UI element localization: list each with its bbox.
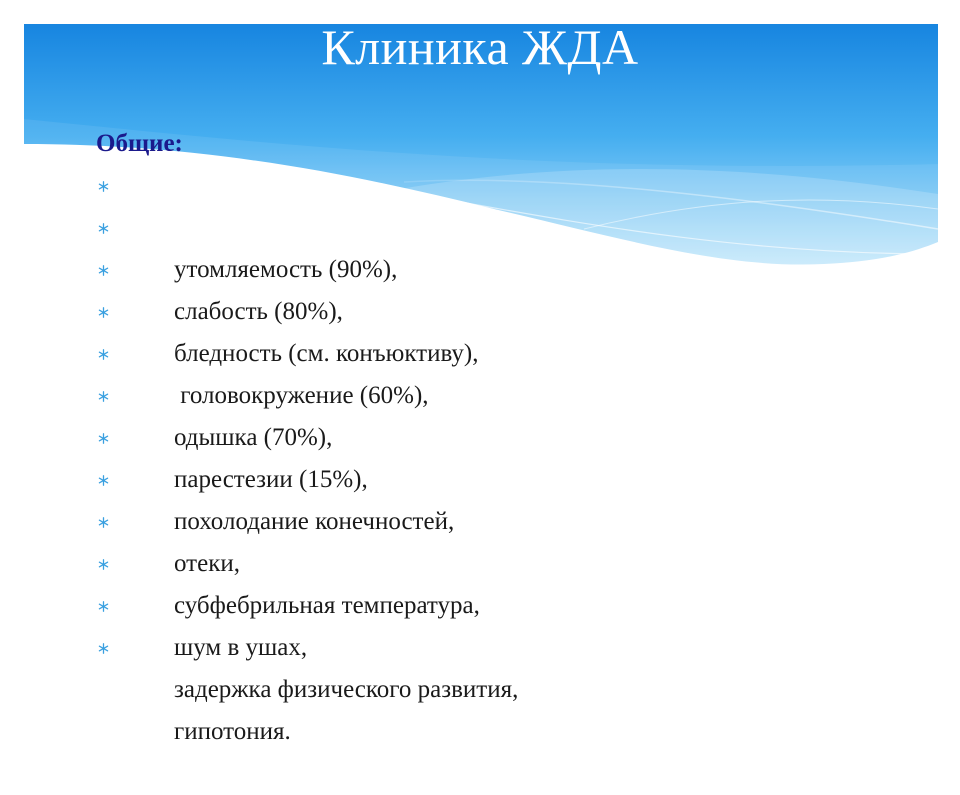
asterisk-bullet-icon [96, 417, 110, 459]
list-item-text: субфебрильная температура, [174, 592, 480, 619]
asterisk-bullet-icon [96, 459, 110, 501]
list-item-text: утомляемость (90%), [174, 256, 398, 283]
list-item-text: шум в ушах, [174, 634, 308, 661]
asterisk-bullet-icon [96, 165, 110, 207]
list-item-text: отеки, [174, 550, 240, 577]
asterisk-bullet-icon [96, 207, 110, 249]
list-item-text: задержка физического развития, [174, 676, 519, 703]
list-item-text: головокружение (60%), [174, 382, 429, 409]
list-item-text: парестезии (15%), [174, 466, 368, 493]
asterisk-bullet-icon [96, 501, 110, 543]
list-item-text: гипотония. [174, 718, 291, 745]
asterisk-bullet-icon [96, 543, 110, 585]
symptom-list [96, 165, 896, 745]
list-item [96, 165, 896, 283]
asterisk-bullet-icon [96, 249, 110, 291]
slide-content [96, 123, 896, 745]
asterisk-bullet-icon [96, 627, 110, 669]
list-item-text: слабость (80%), [174, 298, 343, 325]
list-item-text: бледность (см. конъюктиву), [174, 340, 479, 367]
asterisk-bullet-icon [96, 333, 110, 375]
slide-title: Клиника ЖДА [321, 19, 639, 75]
asterisk-bullet-icon [96, 291, 110, 333]
section-heading: Общие: [96, 130, 183, 157]
asterisk-bullet-icon [96, 585, 110, 627]
list-item-text: похолодание конечностей, [174, 508, 455, 535]
list-item-text: одышка (70%), [174, 424, 333, 451]
asterisk-bullet-icon [96, 375, 110, 417]
